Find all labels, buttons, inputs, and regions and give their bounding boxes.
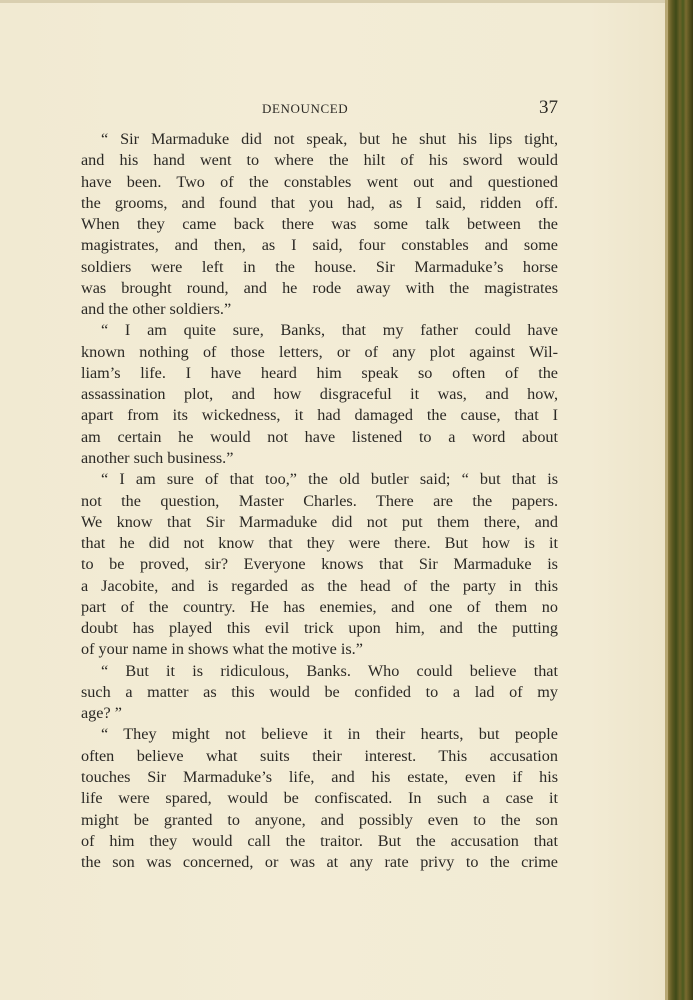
book-spine	[668, 0, 693, 1000]
text-line: “ I am quite sure, Banks, that my father could have	[101, 321, 558, 340]
text-line: part of the country. He has enemies, and one of them no	[81, 597, 558, 616]
text-line: have been. Two of the constables went out and questioned	[81, 172, 558, 191]
text-line: a Jacobite, and is regarded as the head of the party in this	[81, 576, 558, 595]
text-line: “ Sir Marmaduke did not speak, but he shut his lips tight,	[101, 130, 558, 148]
text-line: apart from its wickedness, it had damaged the cause, that I	[81, 406, 558, 425]
page-top-edge	[0, 0, 668, 3]
text-line: another such business.”	[81, 448, 234, 467]
text-line: that he did not know that they were there. But how is it	[81, 534, 558, 553]
text-line: “ I am sure of that too,” the old butler said; “ but that is	[101, 470, 558, 489]
text-line: am certain he would not have listened to a word about	[81, 427, 558, 446]
text-line: assassination plot, and how disgraceful it was, and how,	[81, 385, 558, 404]
text-line: to be proved, sir? Everyone knows that Sir Marmaduke is	[81, 555, 558, 574]
text-line: When they came back there was some talk between the	[81, 215, 558, 234]
running-head	[262, 97, 558, 121]
text-line: was brought round, and he rode away with the magistrates	[81, 278, 558, 297]
text-line: age? ”	[81, 704, 122, 723]
text-line: magistrates, and then, as I said, four constables and some	[81, 236, 558, 255]
text-line: life were spared, would be confiscated. In such a case it	[81, 789, 558, 808]
body-text	[81, 129, 558, 873]
text-line: and his hand went to where the hilt of his sword would	[81, 151, 558, 170]
text-line: doubt has played this evil trick upon him, and the putting	[81, 619, 558, 638]
text-line: liam’s life. I have heard him speak so often of the	[81, 363, 558, 382]
text-line: We know that Sir Marmaduke did not put them there, and	[81, 512, 558, 531]
text-line: “ They might not believe it in their hearts, but people	[101, 725, 558, 744]
text-line: “ But it is ridiculous, Banks. Who could believe that	[101, 661, 558, 680]
text-line: of him they would call the traitor. But the accusation that	[81, 831, 558, 850]
text-line: known nothing of those letters, or of any plot against Wil-	[81, 342, 558, 361]
text-line: soldiers were left in the house. Sir Marmaduke’s horse	[81, 257, 558, 276]
text-line: the son was concerned, or was at any rate privy to the crime	[81, 853, 558, 872]
text-line: might be granted to anyone, and possibly even to the son	[81, 810, 558, 829]
text-line: often believe what suits their interest. This accusation	[81, 746, 558, 765]
text-line: not the question, Master Charles. There are the papers.	[81, 491, 558, 510]
page-number: 37	[539, 97, 558, 118]
text-line: touches Sir Marmaduke’s life, and his estate, even if his	[81, 767, 558, 786]
chapter-title: DENOUNCED	[262, 101, 349, 116]
text-line: the grooms, and found that you had, as I said, ridden off.	[81, 193, 558, 212]
text-line: and the other soldiers.”	[81, 300, 232, 319]
text-line: such a matter as this would be confided to a lad of my	[81, 682, 558, 701]
text-line: of your name in shows what the motive is.”	[81, 640, 363, 659]
